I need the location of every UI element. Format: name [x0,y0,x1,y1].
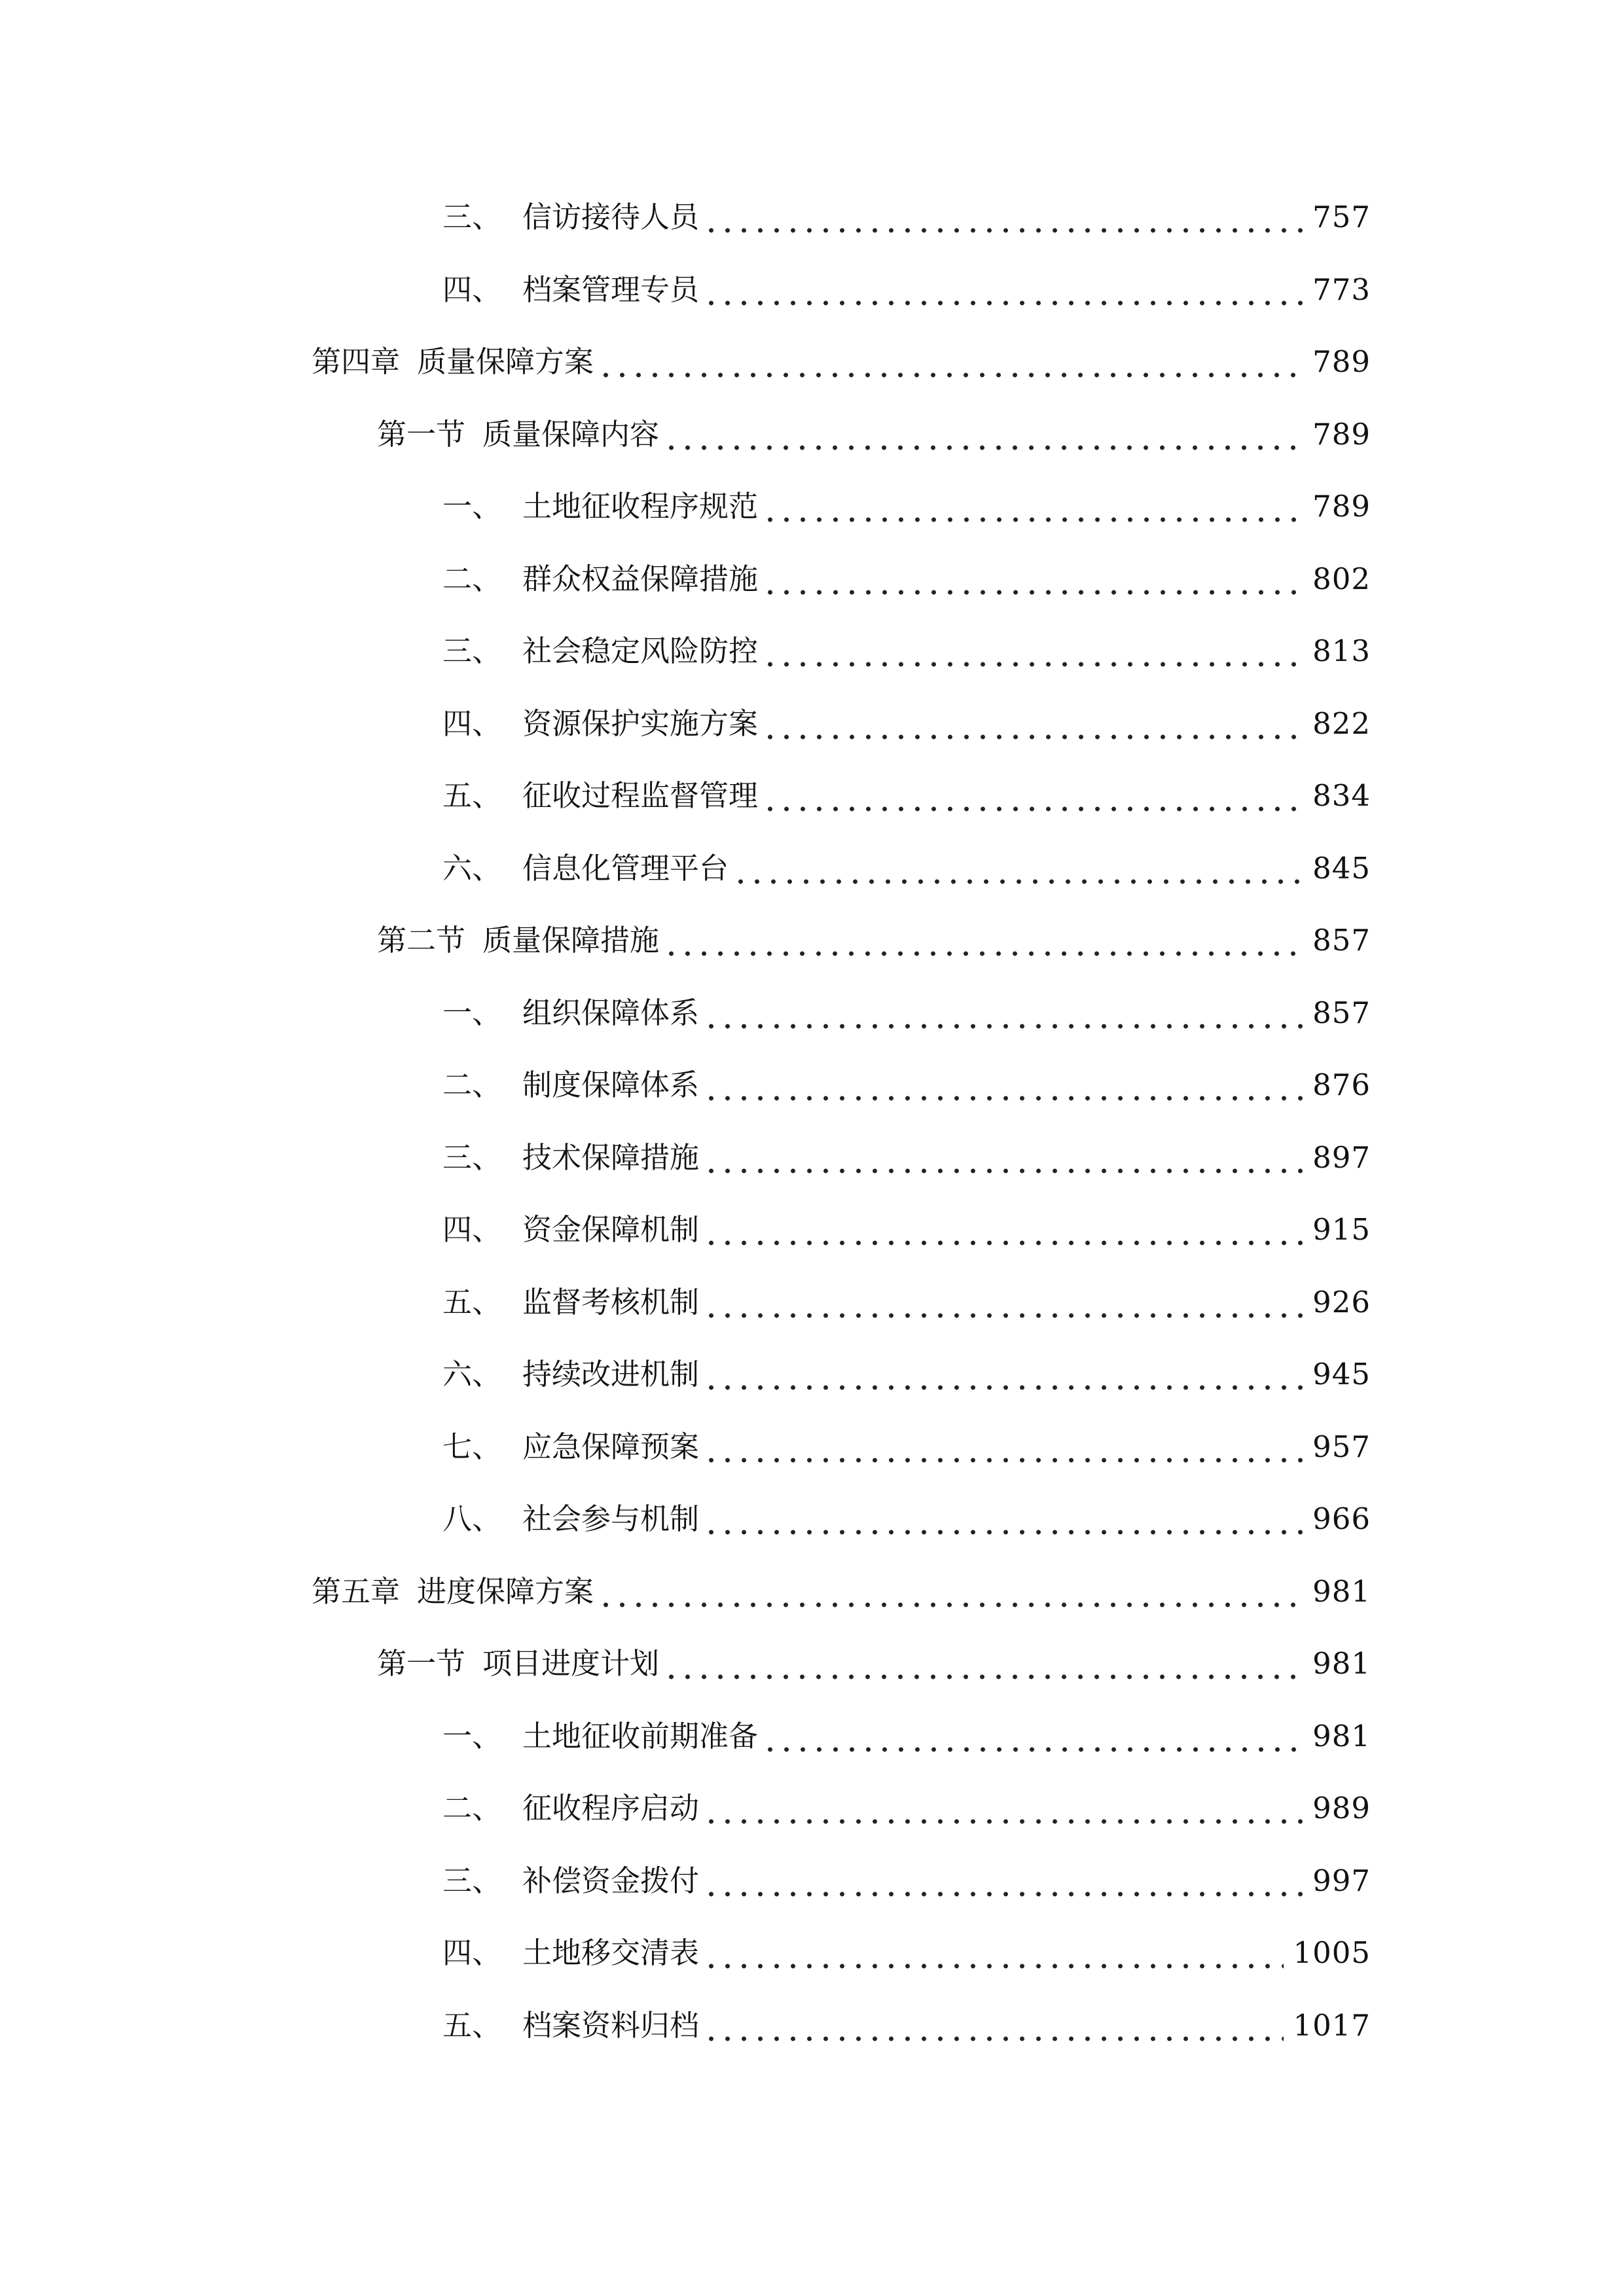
toc-entry-number: 二、 [442,1067,502,1102]
toc-entry-page-number: 957 [1312,1429,1371,1464]
toc-entry-page-number: 773 [1312,272,1371,307]
toc-entry[interactable] [442,1276,1371,1329]
dot-leader [762,625,1303,677]
toc-entry-page-number: 834 [1312,778,1371,813]
dot-leader [663,914,1303,967]
toc-entry-title: 土地移交清表 [522,1935,700,1970]
toc-entry-label [442,1348,699,1401]
toc-entry-title: 组织保障体系 [522,996,700,1030]
toc-entry-number: 第一节 [377,417,466,452]
toc-entry-label [442,1782,699,1835]
dot-leader [703,1276,1303,1329]
toc-entry-title: 信访接待人员 [522,200,700,234]
toc-entry-number: 一、 [442,489,502,524]
toc-entry-label [442,480,758,533]
toc-entry-title: 应急保障预案 [522,1429,700,1464]
toc-entry[interactable] [442,625,1371,677]
toc-entry-label [442,770,758,822]
toc-entry-label [442,553,758,605]
toc-entry-page-number: 926 [1312,1285,1371,1319]
toc-entry[interactable] [442,1710,1371,1763]
toc-entry[interactable] [442,770,1371,822]
toc-entry-page-number: 813 [1312,634,1371,668]
dot-leader [703,1493,1303,1545]
toc-entry-label [442,1132,699,1184]
dot-leader [762,770,1303,822]
toc-entry-label [442,1204,699,1256]
toc-entry[interactable] [442,987,1371,1039]
toc-entry[interactable] [442,1493,1371,1545]
dot-leader [703,1421,1303,1473]
toc-entry-title: 征收程序启动 [522,1791,700,1825]
toc-entry-title: 档案管理专员 [522,272,700,307]
toc-entry-title: 项目进度计划 [482,1646,660,1681]
toc-entry-page-number: 1017 [1293,2008,1371,2043]
toc-entry-number: 三、 [442,1140,502,1175]
toc-entry[interactable] [442,2000,1371,2052]
toc-entry-page-number: 997 [1312,1863,1371,1898]
toc-entry[interactable] [377,408,1371,461]
toc-entry-number: 五、 [442,1285,502,1319]
toc-entry-title: 监督考核机制 [522,1285,700,1319]
toc-entry[interactable] [442,264,1371,316]
dot-leader [762,480,1303,533]
toc-entry-page-number: 845 [1312,851,1371,886]
toc-entry-number: 二、 [442,562,502,596]
toc-entry-page-number: 945 [1312,1357,1371,1391]
dot-leader [703,987,1303,1039]
toc-entry[interactable] [442,1855,1371,1907]
toc-entry-title: 补偿资金拨付 [522,1863,700,1898]
toc-entry-page-number: 981 [1312,1574,1371,1609]
toc-entry[interactable] [442,1927,1371,1979]
dot-leader [762,1710,1303,1763]
toc-entry-label [442,1059,699,1111]
toc-entry-label [442,1493,699,1545]
toc-entry-page-number: 1005 [1293,1935,1371,1970]
toc-entry-number: 四、 [442,1212,502,1247]
toc-entry-page-number: 802 [1312,562,1371,596]
dot-leader [732,842,1303,895]
toc-entry[interactable] [442,1059,1371,1111]
toc-entry-number: 五、 [442,2008,502,2043]
toc-entry-label [312,1566,594,1618]
toc-entry[interactable] [377,1638,1371,1690]
toc-entry-page-number: 757 [1312,200,1371,234]
toc-entry-label [442,625,758,677]
toc-entry-number: 四、 [442,706,502,741]
toc-entry[interactable] [312,1566,1371,1618]
toc-entry-number: 三、 [442,200,502,234]
toc-entry-label [442,2000,699,2052]
toc-entry-number: 六、 [442,1357,502,1391]
toc-entry-page-number: 876 [1312,1067,1371,1102]
toc-entry-title: 质量保障措施 [482,923,660,958]
toc-entry-number: 二、 [442,1791,502,1825]
toc-entry-page-number: 789 [1312,344,1371,379]
toc-entry-label [442,1710,758,1763]
dot-leader [703,1927,1284,1979]
dot-leader [703,1059,1303,1111]
toc-entry-title: 群众权益保障措施 [522,562,759,596]
dot-leader [703,264,1303,316]
dot-leader [703,1855,1303,1907]
toc-entry[interactable] [442,1132,1371,1184]
toc-entry-number: 五、 [442,778,502,813]
dot-leader [703,191,1303,243]
dot-leader [703,1348,1303,1401]
toc-entry[interactable] [442,1782,1371,1835]
toc-entry[interactable] [442,553,1371,605]
toc-entry-title: 持续改进机制 [522,1357,700,1391]
toc-entry-label [442,1421,699,1473]
toc-entry-title: 质量保障内容 [482,417,660,452]
toc-entry-label [442,191,699,243]
toc-entry-title: 征收过程监督管理 [522,778,759,813]
toc-entry-page-number: 857 [1312,996,1371,1030]
toc-entry-title: 土地征收前期准备 [522,1719,759,1753]
dot-leader [703,1132,1303,1184]
toc-entry-title: 信息化管理平台 [522,851,729,886]
dot-leader [663,1638,1303,1690]
dot-leader [703,1204,1303,1256]
toc-entry[interactable] [442,1204,1371,1256]
dot-leader [598,1566,1303,1618]
dot-leader [762,698,1303,750]
toc-entry-label [442,1927,699,1979]
toc-entry-label [442,987,699,1039]
toc-entry-number: 第二节 [377,923,466,958]
toc-entry-label [442,1855,699,1907]
toc-entry-number: 一、 [442,996,502,1030]
dot-leader [703,1782,1303,1835]
toc-entry[interactable] [442,842,1371,895]
toc-entry-page-number: 857 [1312,923,1371,958]
toc-entry-label [442,698,758,750]
dot-leader [762,553,1303,605]
toc-entry[interactable] [442,480,1371,533]
toc-entry-number: 第五章 [312,1574,401,1609]
toc-entry-page-number: 989 [1312,1791,1371,1825]
toc-entry-number: 三、 [442,634,502,668]
toc-entry-page-number: 822 [1312,706,1371,741]
toc-entry-title: 资源保护实施方案 [522,706,759,741]
toc-entry-title: 土地征收程序规范 [522,489,759,524]
toc-entry-page-number: 981 [1312,1646,1371,1681]
toc-entry-page-number: 966 [1312,1501,1371,1536]
toc-entry-page-number: 789 [1312,489,1371,524]
toc-entry-title: 档案资料归档 [522,2008,700,2043]
toc-entry-title: 资金保障机制 [522,1212,700,1247]
toc-entry[interactable] [312,336,1371,388]
toc-entry-number: 三、 [442,1863,502,1898]
toc-entry-label [442,1276,699,1329]
toc-entry-label [377,914,659,967]
toc-entry-label [377,1638,659,1690]
toc-entry-number: 八、 [442,1501,502,1536]
toc-entry-label [442,842,729,895]
toc-entry[interactable] [442,1421,1371,1473]
toc-entry-page-number: 789 [1312,417,1371,452]
dot-leader [598,336,1303,388]
toc-entry-title: 制度保障体系 [522,1067,700,1102]
toc-entry-label [442,264,699,316]
toc-entry-label [312,336,594,388]
toc-entry[interactable] [442,191,1371,243]
toc-entry-number: 六、 [442,851,502,886]
toc-entry[interactable] [377,914,1371,967]
toc-entry-page-number: 981 [1312,1719,1371,1753]
toc-entry-title: 技术保障措施 [522,1140,700,1175]
toc-entry-number: 四、 [442,1935,502,1970]
toc-entry-number: 第一节 [377,1646,466,1681]
toc-entry[interactable] [442,698,1371,750]
toc-entry-title: 质量保障方案 [417,344,594,379]
toc-entry-number: 四、 [442,272,502,307]
toc-entry-title: 社会参与机制 [522,1501,700,1536]
toc-entry[interactable] [442,1348,1371,1401]
toc-entry-title: 社会稳定风险防控 [522,634,759,668]
dot-leader [663,408,1303,461]
toc-entry-label [377,408,659,461]
toc-entry-number: 一、 [442,1719,502,1753]
toc-entry-page-number: 897 [1312,1140,1371,1175]
toc-entry-number: 七、 [442,1429,502,1464]
toc-entry-number: 第四章 [312,344,401,379]
toc-entry-page-number: 915 [1312,1212,1371,1247]
dot-leader [703,2000,1284,2052]
toc-entry-title: 进度保障方案 [417,1574,594,1609]
